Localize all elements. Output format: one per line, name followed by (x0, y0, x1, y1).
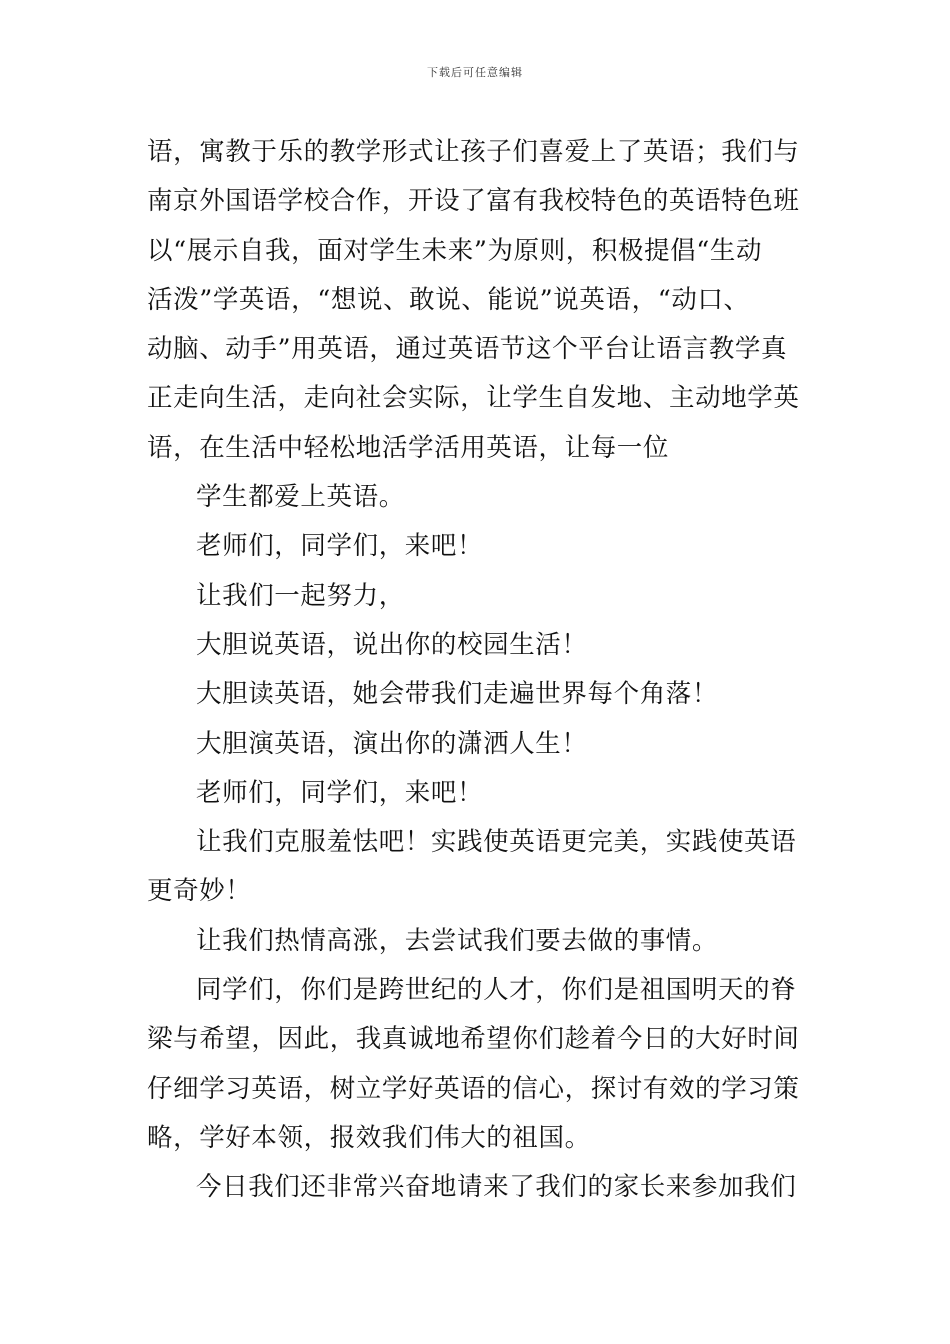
text-line: 南京外国语学校合作，开设了富有我校特色的英语特色班 (147, 186, 800, 217)
paragraph-line: 大胆说英语，说出你的校园生活！ (196, 629, 588, 660)
text-line: 仔细学习英语，树立学好英语的信心，探讨有效的学习策 (147, 1073, 800, 1104)
page-header: 下载后可任意编辑 (427, 66, 523, 79)
paragraph-line: 老师们，同学们，来吧！ (196, 531, 484, 562)
text-line: 动脑、动手”用英语，通过英语节这个平台让语言教学真 (147, 334, 788, 365)
text-line: 语，在生活中轻松地活学活用英语，让每一位 (147, 432, 670, 463)
text-line: 活泼”学英语，“想说、敢说、能说”说英语，“动口、 (147, 284, 750, 315)
paragraph-line: 今日我们还非常兴奋地请来了我们的家长来参加我们 (196, 1172, 797, 1203)
text-line: 语，寓教于乐的教学形式让孩子们喜爱上了英语；我们与 (147, 137, 800, 167)
document-body (147, 128, 807, 1213)
paragraph-line: 让我们克服羞怯吧！实践使英语更完美，实践使英语 (196, 827, 797, 858)
text-line: 梁与希望，因此，我真诚地希望你们趁着今日的大好时间 (147, 1024, 800, 1055)
paragraph-line: 老师们，同学们，来吧！ (196, 777, 484, 808)
paragraph-line: 同学们，你们是跨世纪的人才，你们是祖国明天的脊 (196, 975, 797, 1006)
paragraph-line: 大胆演英语，演出你的潇洒人生！ (196, 728, 588, 759)
text-line: 略，学好本领，报效我们伟大的祖国。 (147, 1122, 591, 1153)
paragraph-line: 让我们一起努力， (196, 580, 405, 611)
text-line: 更奇妙！ (147, 876, 252, 907)
paragraph-line: 大胆读英语，她会带我们走遍世界每个角落！ (196, 679, 719, 710)
text-line: 正走向生活，走向社会实际，让学生自发地、主动地学英 (147, 383, 800, 414)
paragraph-line: 让我们热情高涨，去尝试我们要去做的事情。 (196, 925, 719, 956)
text-line: 以“展示自我，面对学生未来”为原则，积极提倡“生动 (147, 235, 763, 266)
paragraph-line: 学生都爱上英语。 (196, 482, 405, 513)
